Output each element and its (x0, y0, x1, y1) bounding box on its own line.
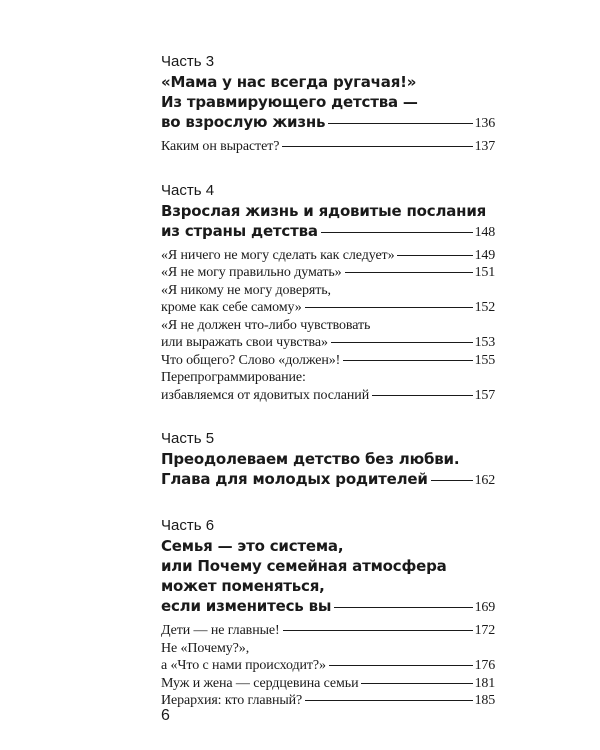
page-ref: 181 (474, 675, 495, 691)
leader-line (282, 146, 472, 147)
heading-row[interactable] (161, 596, 495, 618)
page-ref: 172 (474, 623, 495, 638)
leader-line (361, 683, 472, 684)
heading-line: может поменяться, (161, 577, 325, 595)
entry-title: избавляемся от ядовитых посланий (161, 387, 370, 403)
page-ref: 152 (474, 300, 495, 315)
heading-line: Взрослая жизнь и ядовитые послания (161, 201, 487, 220)
part-label: Часть 5 (161, 430, 215, 447)
leader-line (305, 307, 473, 308)
toc-part (161, 517, 495, 710)
entry-title: Что общего? Слово «должен»! (161, 352, 341, 368)
toc-entry[interactable] (161, 317, 495, 352)
heading-line: Глава для молодых родителей (161, 470, 428, 488)
page-ref: 169 (474, 600, 495, 615)
heading-line: Преодолеваем детство без любви. (161, 450, 460, 468)
table-of-contents (161, 53, 495, 736)
toc-entry[interactable] (161, 247, 495, 265)
leader-line (343, 360, 472, 361)
entry-title: «Я ничего не могу сделать как следует» (161, 247, 395, 263)
entry-row (161, 622, 495, 640)
entry-row (161, 387, 495, 405)
toc-part (161, 182, 495, 405)
toc-entry[interactable] (161, 264, 495, 282)
toc-entry[interactable] (161, 369, 495, 404)
entry-line: Не «Почему?», (161, 640, 250, 656)
entry-list (161, 247, 495, 405)
entry-title: или выражать свои чувства» (161, 335, 328, 350)
entry-list (161, 138, 495, 156)
entry-row (161, 657, 495, 675)
entry-title: а «Что с нами происходит?» (161, 658, 326, 673)
leader-line (397, 255, 472, 256)
toc-entry[interactable] (161, 622, 495, 640)
page-ref: 151 (474, 265, 495, 280)
entry-row (161, 247, 495, 265)
entry-title: «Я не могу правильно думать» (161, 265, 342, 280)
heading-line: во взрослую жизнь (161, 113, 326, 131)
leader-line (345, 272, 473, 273)
leader-line (334, 607, 472, 608)
page-number: 6 (161, 707, 170, 724)
heading-line: «Мама у нас всегда ругачая!» (161, 73, 417, 91)
leader-line (321, 232, 473, 233)
entry-row (161, 675, 495, 693)
leader-line (331, 342, 473, 343)
part-heading (161, 201, 495, 243)
entry-title: Каким он вырастет? (161, 139, 280, 154)
entry-row (161, 264, 495, 282)
toc-entry[interactable] (161, 138, 495, 156)
entry-line: «Я не должен что-либо чувствовать (161, 317, 371, 333)
page-ref: 153 (474, 335, 495, 350)
entry-row (161, 692, 495, 710)
heading-row[interactable] (161, 469, 495, 491)
part-heading (161, 536, 495, 618)
page-ref: 149 (474, 247, 495, 263)
entry-line: Перепрограммирование: (161, 370, 306, 385)
entry-title: Дети — не главные! (161, 623, 280, 638)
page-ref: 136 (474, 116, 495, 131)
toc-entry[interactable] (161, 675, 495, 693)
toc-entry[interactable] (161, 282, 495, 317)
heading-line: Из травмирующего детства — (161, 93, 418, 111)
entry-row (161, 334, 495, 352)
page-ref: 162 (474, 473, 495, 488)
part-label: Часть 3 (161, 53, 215, 70)
entry-title: кроме как себе самому» (161, 300, 302, 315)
page-ref: 176 (474, 658, 495, 673)
entry-title: Иерархия: кто главный? (161, 693, 303, 708)
leader-line (328, 123, 472, 124)
leader-line (283, 630, 473, 631)
heading-row[interactable] (161, 221, 495, 243)
page-ref: 137 (474, 139, 495, 154)
entry-list (161, 622, 495, 710)
toc-part (161, 53, 495, 156)
part-label: Часть 6 (161, 517, 215, 534)
toc-entry[interactable] (161, 352, 495, 370)
heading-line: Семья — это система, (161, 537, 344, 555)
toc-entry[interactable] (161, 692, 495, 710)
toc-part (161, 430, 495, 491)
entry-line: «Я никому не могу доверять, (161, 282, 331, 298)
leader-line (305, 700, 472, 701)
heading-line: если изменитесь вы (161, 597, 332, 615)
heading-row[interactable] (161, 112, 495, 134)
leader-line (372, 395, 473, 396)
heading-line: из страны детства (161, 221, 318, 240)
entry-row (161, 352, 495, 370)
part-heading (161, 72, 495, 134)
leader-line (329, 665, 473, 666)
leader-line (431, 480, 473, 481)
page-ref: 157 (474, 387, 495, 403)
entry-row (161, 299, 495, 317)
page-ref: 148 (474, 224, 495, 240)
page-ref: 155 (474, 352, 495, 368)
entry-row (161, 138, 495, 156)
toc-entry[interactable] (161, 640, 495, 675)
part-heading (161, 449, 495, 491)
part-label: Часть 4 (161, 181, 215, 199)
entry-title: Муж и жена — сердцевина семьи (161, 675, 359, 691)
heading-line: или Почему семейная атмосфера (161, 557, 447, 575)
page-ref: 185 (474, 693, 495, 708)
